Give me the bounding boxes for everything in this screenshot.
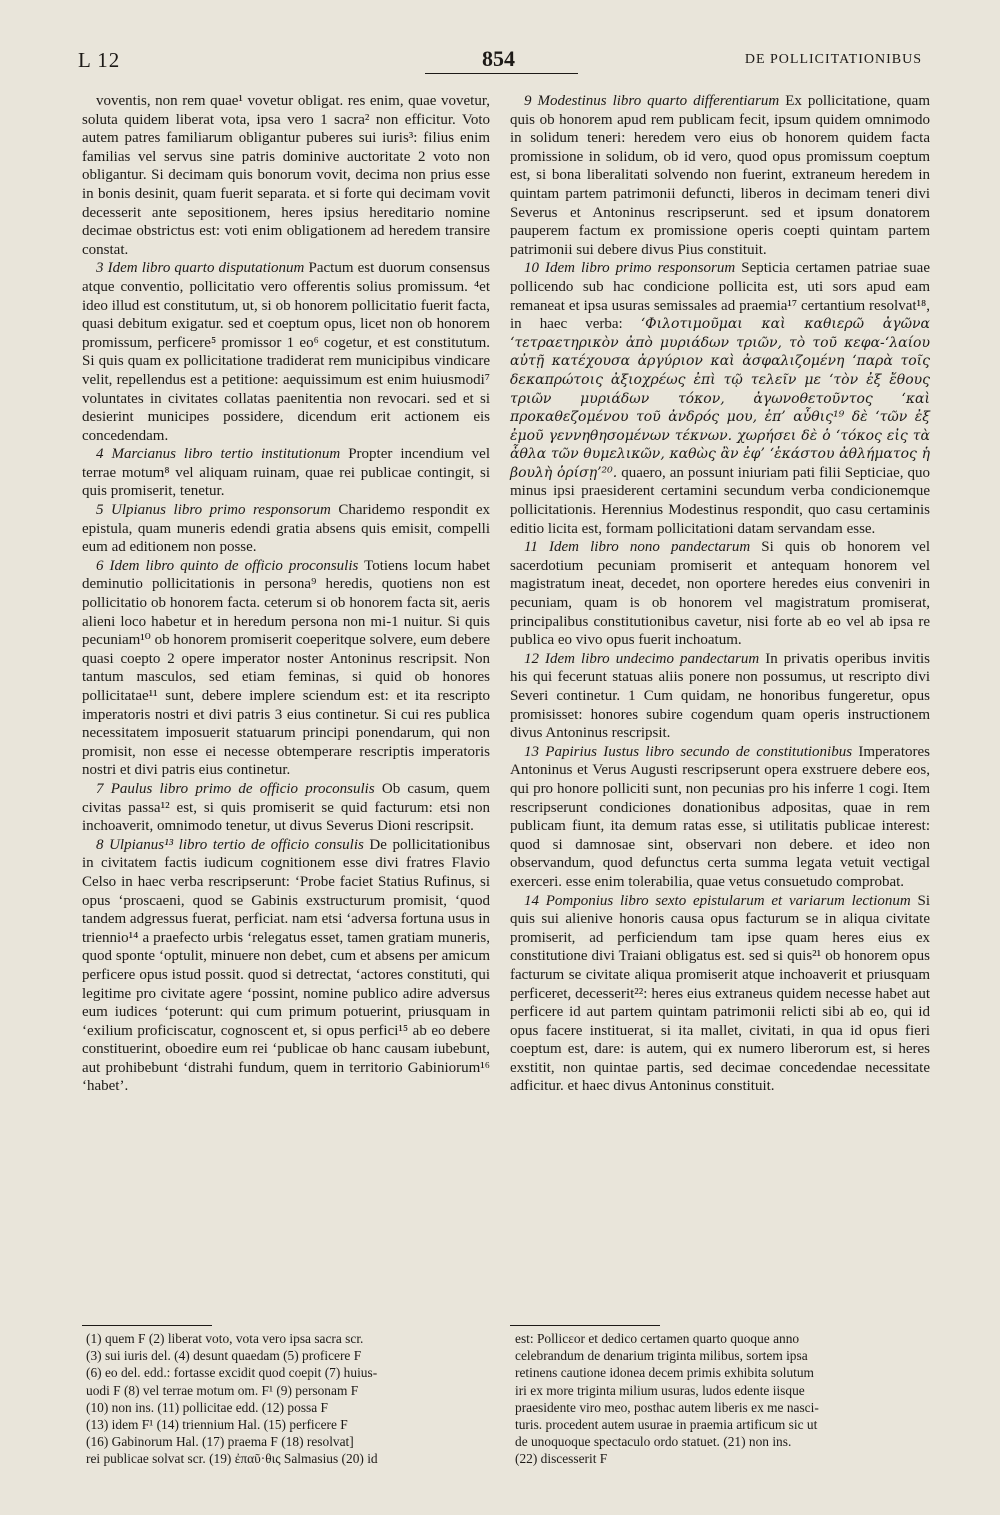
citation-lead: 3 Idem libro quarto disputationum bbox=[96, 260, 305, 277]
header-rule bbox=[425, 73, 578, 74]
chapter-title: DE POLLICITATIONIBUS bbox=[744, 52, 922, 67]
paragraph bbox=[82, 445, 490, 501]
citation-lead: 10 Idem libro primo responsorum bbox=[524, 260, 736, 277]
footnote-line: uodi F (8) vel terrae motum om. F¹ (9) personam F bbox=[86, 1382, 359, 1398]
paragraph-text: Imperatores Antoninus et Verus Augusti rescripserunt opera exstruere debere eos, qui pro honore polliciti sunt, non pecunias pro his inferre 1 cogi. Item rescripserunt condiciones donationibus adpositas, quae in rem publicam fiunt, ita demum ratas esse, si utilitatis publicae interest: quod si damnosae sint, observari non debere. et ideo non observandum, quod defunctus certa summa legata vetuit vectigal exerceri. esse enim tolerabilia, quae vetus consuetudo comprobat. bbox=[510, 743, 930, 890]
paragraph-text: voventis, non rem quae¹ vovetur obligat. res enim, quae vovetur, soluta quidem liberat vota, ipsa vero 1 sacra² non efficitur. Voto autem patres familiarum obligantur puberes sui iuris³: filius enim familias vel servus sine patris dominive auctoritate 2 voto non obligantur. Si decimam quis bonorum vovit, decima non prius esse in bonis desinit, quam fuerit separata. et si forte qui decimam vovit decesserit ante sepositionem, heres ipsius hereditario nomine decimae obstrictus est: voti enim obligationem ad heredem transire constat. bbox=[82, 93, 490, 258]
paragraph bbox=[510, 892, 930, 1097]
paragraph bbox=[510, 259, 930, 538]
footnote-line: (1) quem F (2) liberat voto, vota vero ipsa sacra scr. bbox=[86, 1331, 364, 1346]
citation-lead: 13 Papirius Iustus libro secundo de constitutionibus bbox=[524, 743, 853, 760]
citation-lead: 9 Modestinus libro quarto differentiarum bbox=[524, 93, 780, 109]
paragraph bbox=[510, 743, 930, 892]
paragraph-text: Totiens locum habet deminutio pollicitationis in persona⁹ heredis, quotiens non est pollicitatio ob honorem facta. ceterum si ob honorem facta sit, aeris alieni loco habetur et in heredum persona non mi-1 nuitur. Si quis pecuniam¹⁰ ob honorem promiserit coeperitque solvere, eum debere quasi coepto 2 opere imperator noster Antoninus rescripsit. Non tantum masculos, sed etiam feminas, si quid ob honores pollicitatae¹¹ sunt, debere implere sciendum est: et ita rescripto imperatoris nostri et divi patris 3 eius continetur. Si cui res publica necessitatem imposuerit statuarum principi ponendarum, qui non promisit, non esse ei necesse obtemperare rescriptis imperatoris nostri et divi patris eius continetur. bbox=[82, 557, 490, 779]
paragraph bbox=[510, 538, 930, 650]
footnote-line: turis. procedent autem usurae in praemia artificum sic ut bbox=[515, 1417, 818, 1433]
citation-lead: 5 Ulpianus libro primo responsorum bbox=[96, 502, 331, 519]
paragraph bbox=[82, 557, 490, 780]
citation-lead: 14 Pomponius libro sexto epistularum et variarum lectionum bbox=[524, 892, 911, 909]
footnote-line: (10) non ins. (11) pollicitae edd. (12) possa F bbox=[86, 1399, 328, 1415]
footnote-rule bbox=[510, 1325, 660, 1326]
footnote-line: est: Pollicεor et dedico certamen quarto quoque anno bbox=[515, 1331, 800, 1346]
citation-lead: 8 Ulpianus¹³ libro tertio de officio consulis bbox=[96, 836, 364, 853]
section-reference: L 12 bbox=[78, 48, 121, 72]
footnote-line: retinens cautione idonea decem primis exhibita solutum bbox=[515, 1365, 814, 1381]
paragraph bbox=[82, 836, 490, 1096]
right-column bbox=[510, 92, 930, 1096]
footnote-line: celebrandum de denarium triginta milibus, sortem ipsa bbox=[515, 1348, 808, 1364]
footnote-line: de unoquoque spectaculo ordo statuet. (21) non ins. bbox=[515, 1434, 792, 1450]
paragraph bbox=[82, 259, 490, 445]
citation-lead: 6 Idem libro quinto de officio proconsulis bbox=[96, 557, 359, 574]
paragraph-text: In privatis operibus invitis his qui fecerunt statuas aliis ponere non possumus, ut rescripto divi Severi continetur. 1 Cum quidam, ne honoribus fungeretur, opus promisisset: honores subire cogendum quam operis instructionem divus Antoninus rescripsit. bbox=[510, 650, 930, 742]
running-header bbox=[0, 46, 1000, 76]
paragraph bbox=[82, 92, 490, 259]
paragraph-text: Si quis sui alienive honoris causa opus facturum se in aliqua civitate promiserit, ad perficiendum tam ipse quam heres eius ex constitutione divi Traiani obligatus est. sed si quis²¹ ob honorem opus facturum se civitate aliqua promiserit atque inchoaverit et priusquam perficeret, decesserit²²: heres eius extraneus quidem necesse habet aut perficere id aut partem quintam patrimonii relicti sibi ab eo, qui id opus facere instituerat, si ita mallet, civitati, in qua id opus fieri coeptum est, dare: is autem, qui ex numero liberorum est, si heres exstitit, non quintae partis, sed decimae concedendae necessitate adficitur. et haec divus Antoninus constituit. bbox=[510, 892, 930, 1095]
greek-quotation: ‘Φιλοτιμοῦμαι καὶ καθιερῶ ἀγῶνα ‘τετραετηρικὸν ἀπὸ μυριάδων τριῶν, τὸ τοῦ κεφα-‘λαίου αὐτῇ κατέχουσα ἀργύριον καὶ ἀσφαλιζομένη ‘παρὰ τοῖς δεκαπρώτοις ἀξιοχρέως ἐπὶ τῷ τελεῖν με ‘τὸν ἐξ ἔθους τριῶν μυριάδων τόκον, ἀγωνοθετοῦντος ‘καὶ προκαθεζομένου τοῦ ἀνδρός μου, ἐπ’ αὖθις¹⁹ δὲ ‘τῶν ἐξ ἐμοῦ γεννηθησομένων τέκνων. χωρήσει δὲ ὁ ‘τόκος εἰς τὰ ἆθλα τῶν θυμελικῶν, καθὼς ἂν ἐφ’ ‘ἑκάστου ἀθλήματος ἡ βουλὴ ὁρίσῃ’²⁰. bbox=[510, 316, 931, 481]
paragraph-text: Septicia certamen patriae suae pollicendo sub hac condicione pollicita est, uti sors apud eam remaneat et ipsa usuras semissales ad praemia¹⁷ certantium resolvat¹⁸, in haec verba: bbox=[510, 260, 930, 333]
footnote-line: (6) eo del. edd.: fortasse excidit quod coepit (7) huius- bbox=[86, 1365, 378, 1381]
citation-lead: 4 Marcianus libro tertio institutionum bbox=[96, 446, 341, 463]
paragraph-text: De pollicitationibus in civitatem factis iudicum cognitionem esse divi fratres Flavio Celso in haec verba rescripserunt: ‘Probe faciet Statius Rufinus, si opus ‘proscaeni, quod se Gabinis exstructurum promisit, ‘quod tandem adgressus fuerat, perficiat. nam etsi ‘adversa fortuna usus in triennio¹⁴ a praefecto urbis ‘relegatus esset, tamen gratiam muneris, quod sponte ‘optulit, minuere non debet, cum et absens per amicum perficere opus istud possit. quod si detrectat, ‘actores constituti, qui legitime pro civitate agere ‘possint, nomine publico adire adversus eum iudices ‘poterunt: qui cum primum potuerint, priusquam in ‘exilium proficiscatur, cognoscent et, si opus perfici¹⁵ ab eo debere constituerint, oboedire eum rei ‘publicae ob hanc causam iubebunt, aut prohibebunt ‘distrahi fundum, quem in territorio Gabiniorum¹⁶ ‘habet’. bbox=[82, 836, 490, 1095]
footnotes-left bbox=[86, 1330, 498, 1468]
paragraph-text: Propter incendium vel terrae motum⁸ vel aliquam ruinam, quae rei publicae contingit, si quis promiserit, tenetur. bbox=[82, 446, 490, 500]
paragraph bbox=[510, 650, 930, 743]
paragraph bbox=[82, 501, 490, 557]
paragraph bbox=[510, 92, 930, 259]
citation-lead: 11 Idem libro nono pandectarum bbox=[524, 539, 751, 556]
paragraph-text: Ex pollicitatione, quam quis ob honorem apud rem publicam fecit, ipsum quidem omnimodo in solidum teneri: heredem vero eius ob honorem quidem facta promissione in solidum, ob id vero, quod opus promissum coeptum est, si bona liberalitati solvendo non fuerint, extraneum heredem in quintam partem patrimonii defuncti, liberos in decimam teneri divi Severus et Antoninus rescripserunt. sed et ipsum donatorem pauperem factum ex promissione operis coepti quintam partem patrimonii sui debere divus Pius constituit. bbox=[510, 93, 930, 258]
left-column bbox=[82, 92, 490, 1096]
footnotes-right bbox=[515, 1330, 935, 1468]
paragraph bbox=[82, 780, 490, 836]
paragraph-text: quaero, an possunt iniuriam pati filii Septiciae, quo minus ipsi praesiderent certamini secundum verba condicionemque pollicitationis. Herennius Modestinus respondit, quo casu certaminis editio licita est, formam pollicitationi datam servandam esse. bbox=[510, 464, 930, 537]
footnote-line: (16) Gabinorum Hal. (17) praema F (18) resolvat] bbox=[86, 1434, 354, 1450]
page-number: 854 bbox=[482, 46, 515, 71]
paragraph-text: Ob casum, quem civitas passa¹² est, si quis promiserit se quid facturum: etsi non inchoaverit, omnimodo tenetur, ut divus Severus Dioni rescripsit. bbox=[82, 780, 490, 835]
citation-lead: 7 Paulus libro primo de officio proconsulis bbox=[96, 780, 375, 797]
paragraph-text: Si quis ob honorem vel sacerdotium pecuniam promiserit et antequam honorem vel magistratum ineat, decedet, non oportere heredes eius conveniri in pecuniam, quam is ob honorem vel magistratum promiserat, principalibus constitutionibus cavetur, nisi forte ab eo vel ab ipsa re publica eo vivo opus fuerit inchoatum. bbox=[510, 539, 930, 649]
footnote-line: iri ex more triginta milium usuras, ludos edente iisque bbox=[515, 1382, 805, 1398]
footnote-line: praesidente viro meo, posthac autem liberis ex me nasci- bbox=[515, 1399, 819, 1415]
footnote-line: (22) discesserit F bbox=[515, 1451, 608, 1467]
citation-lead: 12 Idem libro undecimo pandectarum bbox=[524, 650, 760, 667]
footnote-rule bbox=[82, 1325, 212, 1326]
paragraph-text: Charidemo respondit ex epistula, quam muneris edendi gratia absens quis emisit, compelli eum ad editionem non posse. bbox=[82, 502, 490, 556]
paragraph-text: Pactum est duorum consensus atque conventio, pollicitatio vero offerentis solius promissum. ⁴et ideo illud est constitutum, ut, si ob honorem pollicitatio fuerit facta, quasi debitum exigatur. sed et coeptum opus, licet non ob honorem promissum, perficere⁵ promissor 1 eo⁶ cogetur, et est constitutum. Si quis quam ex pollicitatione tradiderat rem municipibus vindicare velit, repellendus est a petitione: aequissimum est enim huiusmodi⁷ voluntates in civitates collatas paenitentia non revocari. sed et si desierint municipes possidere, dicendum erit actionem eis concedendam. bbox=[82, 260, 490, 444]
footnote-line: (13) idem F¹ (14) triennium Hal. (15) perficere F bbox=[86, 1417, 348, 1433]
footnote-line: rei publicae solvat scr. (19) ἐπαῦ·θις Salmasius (20) id bbox=[86, 1451, 378, 1467]
footnote-line: (3) sui iuris del. (4) desunt quaedam (5) proficere F bbox=[86, 1348, 362, 1364]
